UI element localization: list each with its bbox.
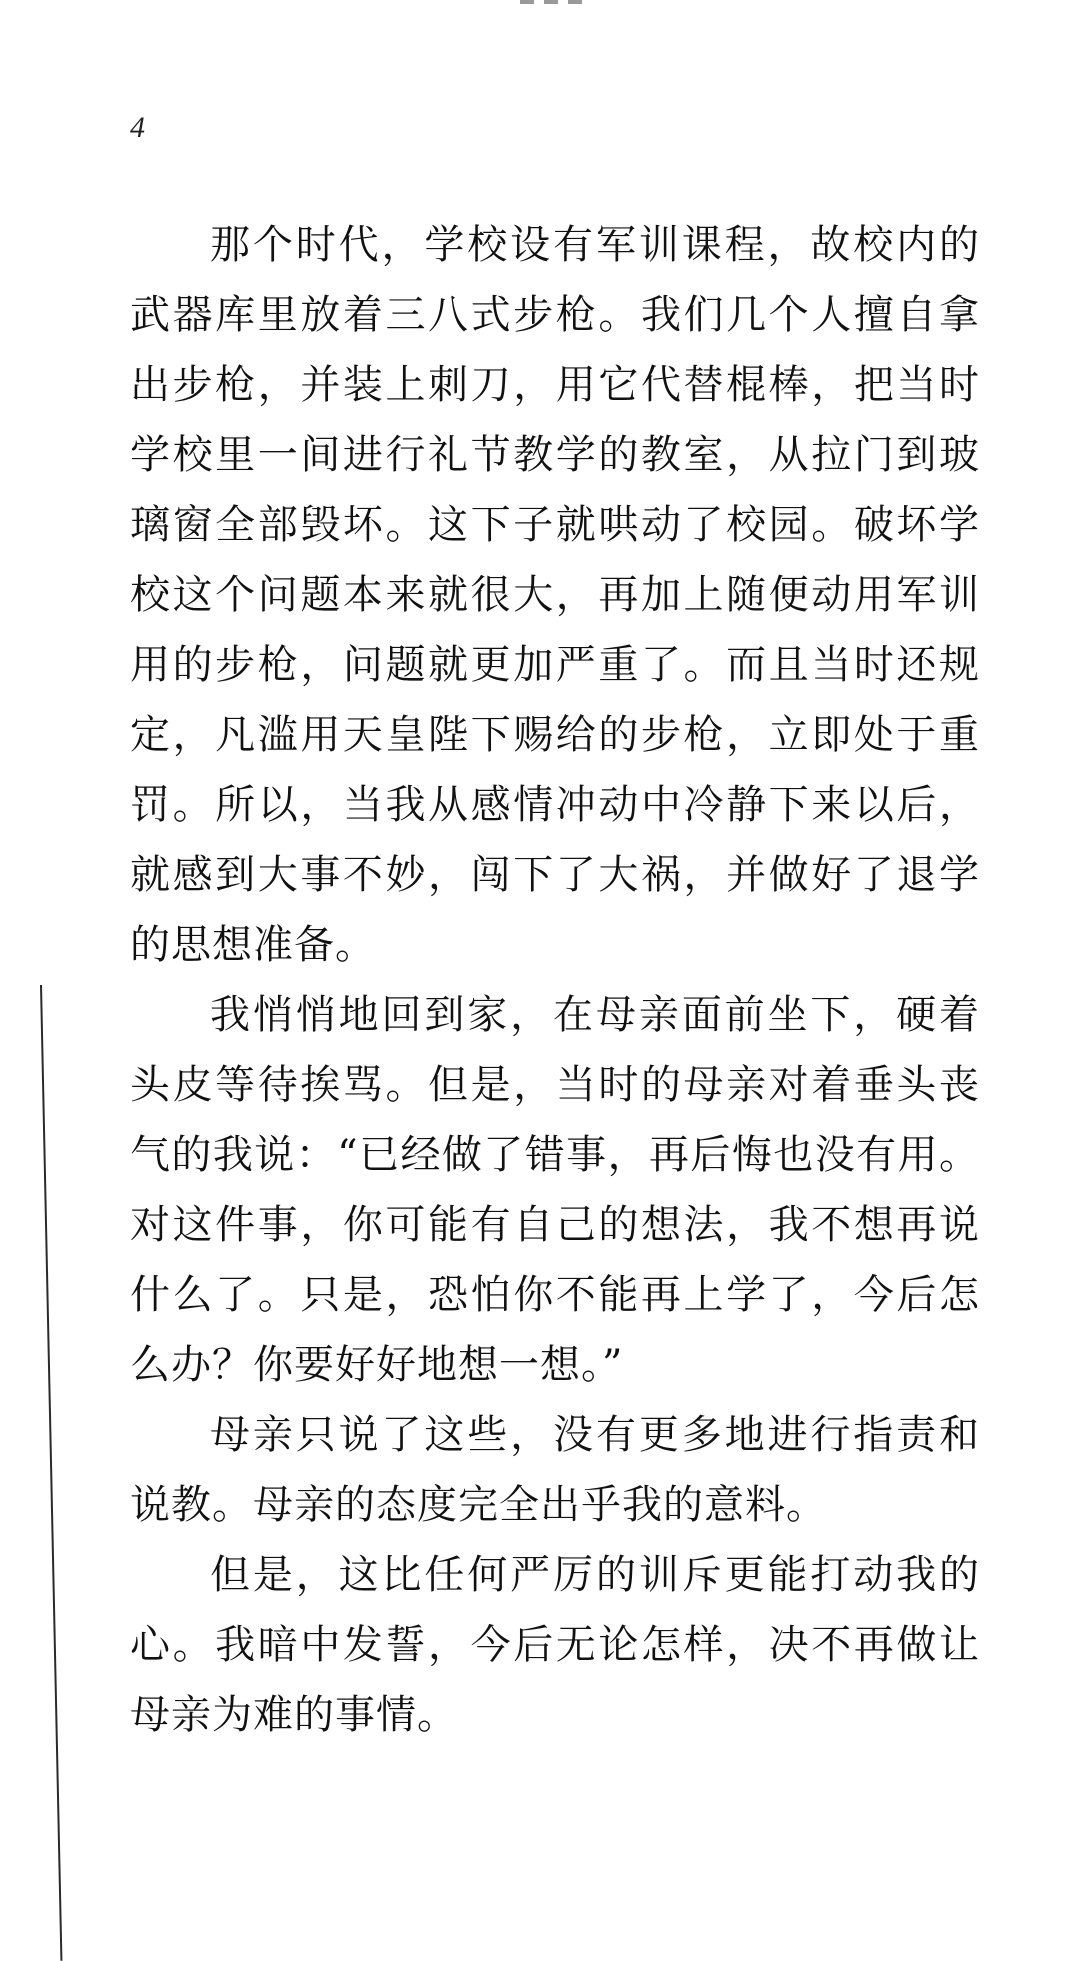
page-number: 4	[130, 111, 145, 144]
scan-edge-line	[40, 985, 62, 1961]
paragraph-2: 我悄悄地回到家，在母亲面前坐下，硬着头皮等待挨骂。但是，当时的母亲对着垂头丧气的我说：“已经做了错事，再后悔也没有用。对这件事，你可能有自己的想法，我不想再说什么了。只是，恐怕你不能再上学了，今后怎么办？你要好好地想一想。”	[130, 992, 980, 1388]
paragraph-1: 那个时代，学校设有军训课程，故校内的武器库里放着三八式步枪。我们几个人擅自拿出步枪，并装上刺刀，用它代替棍棒，把当时学校里一间进行礼节教学的教室，从拉门到玻璃窗全部毁坏。这下子就哄动了校园。破坏学校这个问题本来就很大，再加上随便动用军训用的步枪，问题就更加严重了。而且当时还规定，凡滥用天皇陛下赐给的步枪，立即处于重罚。所以，当我从感情冲动中冷静下来以后，就感到大事不妙，闯下了大祸，并做好了退学的思想准备。	[130, 222, 980, 968]
scan-top-mark	[520, 0, 590, 6]
paragraph-3: 母亲只说了这些，没有更多地进行指责和说教。母亲的态度完全出乎我的意料。	[130, 1412, 980, 1528]
paragraph-4: 但是，这比任何严厉的训斥更能打动我的心。我暗中发誓，今后无论怎样，决不再做让母亲为难的事情。	[130, 1552, 980, 1738]
body-text	[130, 210, 980, 1750]
